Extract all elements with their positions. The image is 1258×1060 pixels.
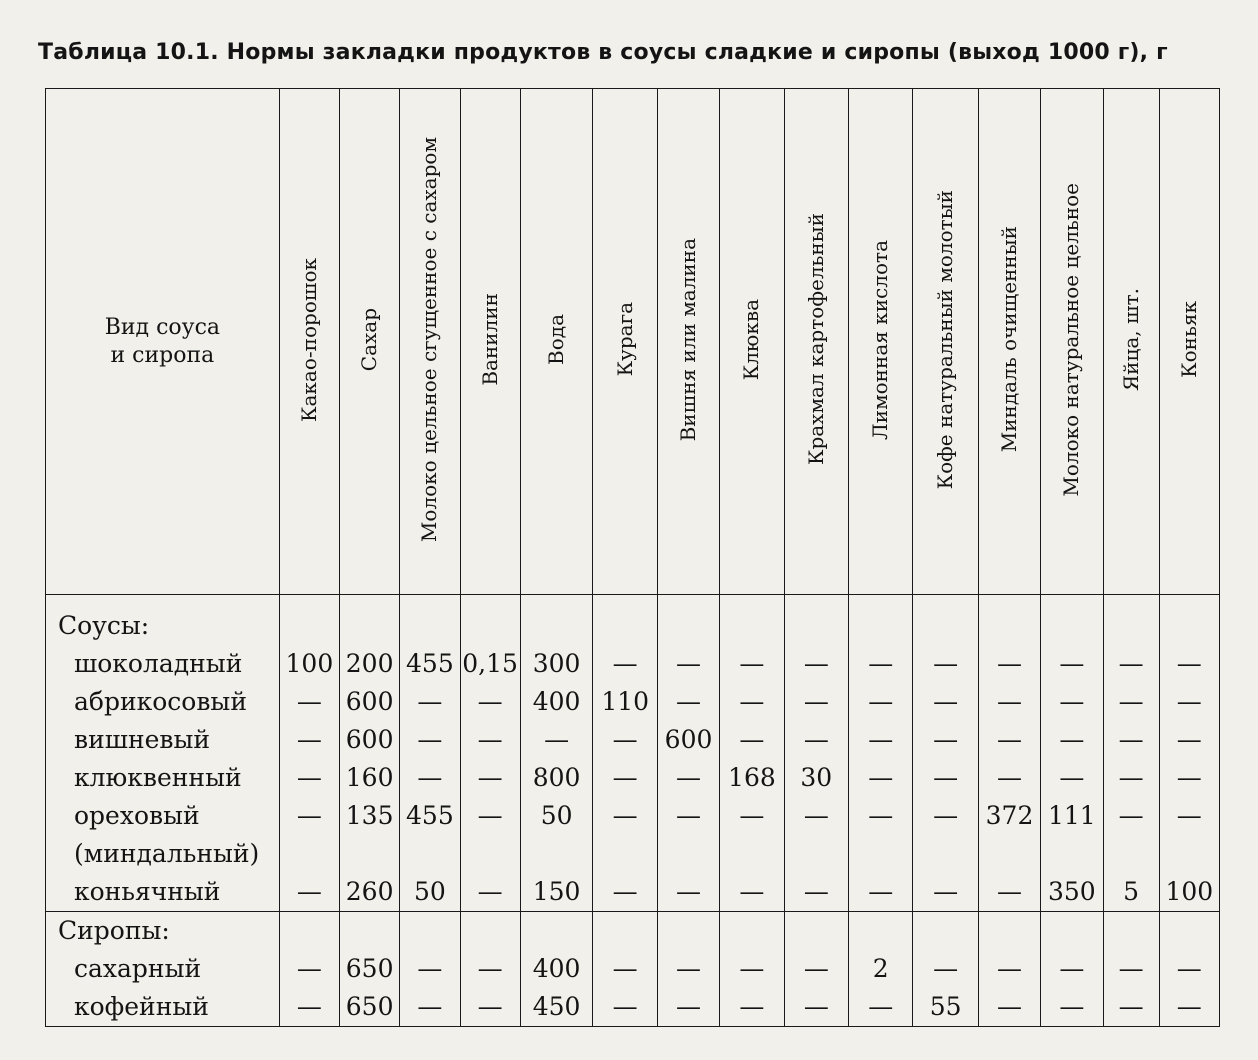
table-cell: —	[784, 950, 848, 988]
table-cell: 100	[1159, 873, 1219, 912]
table-cell: —	[400, 950, 460, 988]
group-label-syrups: Сиропы:	[46, 912, 280, 951]
row-name: коньячный	[46, 873, 280, 912]
table-cell: 150	[520, 873, 593, 912]
table-cell: —	[913, 873, 978, 912]
table-cell: —	[279, 759, 339, 797]
table-cell: —	[913, 797, 978, 835]
row-name: абрикосовый	[46, 683, 280, 721]
row-name: шоколадный	[46, 645, 280, 683]
table-cell: 450	[520, 988, 593, 1027]
header-col-4	[520, 89, 593, 595]
table-cell: —	[400, 759, 460, 797]
table-cell: —	[784, 797, 848, 835]
header-label: Ванилин	[477, 293, 502, 386]
table-cell: 400	[520, 950, 593, 988]
table-cell: —	[978, 873, 1040, 912]
table-cell: —	[657, 645, 719, 683]
table-cell: —	[460, 988, 520, 1027]
table-cell: 650	[340, 950, 400, 988]
table-row	[46, 797, 1220, 835]
table-cell: 168	[720, 759, 784, 797]
table-cell: —	[978, 759, 1040, 797]
table-cell: —	[1103, 988, 1159, 1027]
table-cell: —	[279, 873, 339, 912]
table-cell: —	[849, 645, 913, 683]
header-sauce-type-line2: и сиропа	[110, 342, 215, 368]
row-name: ореховый	[46, 797, 280, 835]
table-cell: —	[978, 988, 1040, 1027]
header-label: Коньяк	[1176, 301, 1201, 378]
header-label: Какао-порошок	[296, 257, 321, 422]
table-cell: 455	[400, 645, 460, 683]
table-cell: —	[1103, 797, 1159, 835]
table-cell: 5	[1103, 873, 1159, 912]
table-cell: —	[593, 988, 657, 1027]
table-cell: 110	[593, 683, 657, 721]
table-cell: —	[279, 721, 339, 759]
table-cell: 260	[340, 873, 400, 912]
table-cell: 50	[400, 873, 460, 912]
table-cell: —	[720, 683, 784, 721]
table-cell: —	[279, 683, 339, 721]
table-cell: —	[1103, 683, 1159, 721]
header-label: Лимонная кислота	[868, 239, 893, 440]
table-cell: 650	[340, 988, 400, 1027]
table-cell: 30	[784, 759, 848, 797]
table-cell: 300	[520, 645, 593, 683]
table-cell: —	[978, 683, 1040, 721]
table-cell: —	[1041, 759, 1103, 797]
table-cell: 2	[849, 950, 913, 988]
norms-table	[45, 88, 1220, 1027]
table-row	[46, 683, 1220, 721]
header-col-9	[849, 89, 913, 595]
table-cell: 160	[340, 759, 400, 797]
table-cell: —	[720, 988, 784, 1027]
header-col-11	[978, 89, 1040, 595]
table-row-continuation	[46, 835, 1220, 873]
table-cell: —	[1159, 759, 1219, 797]
table-number: Таблица 10.1.	[38, 40, 219, 65]
header-col-8	[784, 89, 848, 595]
header-label: Вишня или малина	[676, 237, 701, 442]
row-name: клюквенный	[46, 759, 280, 797]
header-col-13	[1103, 89, 1159, 595]
table-cell: —	[1103, 759, 1159, 797]
table-cell: —	[849, 988, 913, 1027]
table-cell: —	[460, 683, 520, 721]
table-cell: —	[720, 950, 784, 988]
table-cell: —	[849, 759, 913, 797]
table-cell: —	[460, 873, 520, 912]
table-cell: —	[720, 873, 784, 912]
table-cell: —	[849, 873, 913, 912]
table-cell: —	[1041, 721, 1103, 759]
table-cell: —	[400, 721, 460, 759]
header-col-2	[400, 89, 460, 595]
table-cell: —	[1159, 721, 1219, 759]
header-col-3	[460, 89, 520, 595]
table-cell: —	[784, 873, 848, 912]
table-cell: 350	[1041, 873, 1103, 912]
table-frame	[45, 88, 1220, 1033]
table-cell: —	[1041, 988, 1103, 1027]
header-col-5	[593, 89, 657, 595]
table-cell: 0,15	[460, 645, 520, 683]
header-label: Миндаль очищенный	[997, 226, 1022, 453]
header-col-1	[340, 89, 400, 595]
table-row	[46, 950, 1220, 988]
header-label: Яйца, шт.	[1118, 288, 1143, 391]
table-cell: —	[1159, 683, 1219, 721]
table-cell: —	[593, 721, 657, 759]
table-cell: —	[1103, 645, 1159, 683]
header-label: Курага	[612, 302, 637, 377]
header-label: Молоко цельное сгущенное с сахаром	[417, 136, 442, 543]
table-cell: —	[657, 797, 719, 835]
table-cell: —	[279, 950, 339, 988]
header-col-10	[913, 89, 978, 595]
table-cell: 135	[340, 797, 400, 835]
table-cell: —	[913, 645, 978, 683]
table-body	[46, 595, 1220, 1027]
group-label-sauces: Соусы:	[46, 595, 280, 646]
table-cell: —	[657, 683, 719, 721]
table-cell: —	[978, 645, 1040, 683]
table-cell: —	[913, 759, 978, 797]
header-label: Кофе натуральный молотый	[933, 189, 958, 490]
table-cell: —	[849, 683, 913, 721]
table-cell: —	[657, 759, 719, 797]
table-cell: —	[460, 797, 520, 835]
table-cell: 100	[279, 645, 339, 683]
table-cell: —	[460, 950, 520, 988]
table-cell: —	[784, 988, 848, 1027]
table-cell: 600	[340, 683, 400, 721]
table-cell: —	[1041, 645, 1103, 683]
header-label: Клюква	[739, 298, 764, 381]
table-cell: —	[657, 988, 719, 1027]
table-cell: —	[784, 645, 848, 683]
table-cell: —	[1103, 721, 1159, 759]
table-cell: 800	[520, 759, 593, 797]
table-cell: —	[520, 721, 593, 759]
header-col-7	[720, 89, 784, 595]
table-cell: —	[460, 759, 520, 797]
row-name: вишневый	[46, 721, 280, 759]
header-col-6	[657, 89, 719, 595]
table-cell: —	[913, 950, 978, 988]
table-cell: —	[460, 721, 520, 759]
table-cell: —	[849, 721, 913, 759]
table-cell: —	[400, 683, 460, 721]
table-cell: —	[784, 721, 848, 759]
table-cell: 455	[400, 797, 460, 835]
group-row-sauces	[46, 595, 1220, 646]
table-caption	[38, 40, 1248, 65]
header-label: Молоко натуральное цельное	[1059, 182, 1084, 497]
row-name: сахарный	[46, 950, 280, 988]
header-row	[46, 89, 1220, 595]
table-row	[46, 645, 1220, 683]
table-cell: 372	[978, 797, 1040, 835]
header-sauce-type	[46, 89, 280, 595]
header-label: Сахар	[357, 307, 382, 372]
table-cell: —	[913, 683, 978, 721]
table-row	[46, 721, 1220, 759]
table-cell: 111	[1041, 797, 1103, 835]
header-label: Вода	[544, 314, 569, 365]
table-row	[46, 988, 1220, 1027]
row-name-continuation: (миндальный)	[46, 835, 280, 873]
table-row	[46, 873, 1220, 912]
row-name: кофейный	[46, 988, 280, 1027]
table-cell: —	[1159, 645, 1219, 683]
table-title: Нормы закладки продуктов в соусы сладкие и сиропы (выход 1000 г), г	[226, 40, 1168, 65]
table-cell: —	[593, 759, 657, 797]
header-col-0	[279, 89, 339, 595]
table-cell: —	[593, 645, 657, 683]
table-cell: —	[784, 683, 848, 721]
table-cell: —	[720, 645, 784, 683]
table-cell: —	[279, 797, 339, 835]
table-cell: —	[657, 950, 719, 988]
table-row	[46, 759, 1220, 797]
table-cell: —	[913, 721, 978, 759]
table-cell: 600	[340, 721, 400, 759]
table-cell: —	[279, 988, 339, 1027]
table-cell: —	[593, 950, 657, 988]
table-cell: —	[400, 988, 460, 1027]
table-cell: 55	[913, 988, 978, 1027]
table-cell: 200	[340, 645, 400, 683]
table-cell: —	[593, 797, 657, 835]
table-cell: —	[849, 797, 913, 835]
table-cell: —	[1041, 950, 1103, 988]
table-cell: 400	[520, 683, 593, 721]
table-cell: —	[1159, 988, 1219, 1027]
table-cell: —	[720, 797, 784, 835]
table-cell: —	[1159, 950, 1219, 988]
group-row-syrups	[46, 912, 1220, 951]
header-sauce-type-line1: Вид соуса	[104, 315, 221, 340]
table-cell: 50	[520, 797, 593, 835]
table-cell: 600	[657, 721, 719, 759]
table-cell: —	[978, 721, 1040, 759]
header-label: Крахмал картофельный	[803, 213, 828, 466]
header-col-14	[1159, 89, 1219, 595]
table-cell: —	[1159, 797, 1219, 835]
table-cell: —	[1041, 683, 1103, 721]
table-cell: —	[1103, 950, 1159, 988]
table-cell: —	[720, 721, 784, 759]
table-cell: —	[593, 873, 657, 912]
table-cell: —	[657, 873, 719, 912]
table-cell: —	[978, 950, 1040, 988]
header-col-12	[1041, 89, 1103, 595]
